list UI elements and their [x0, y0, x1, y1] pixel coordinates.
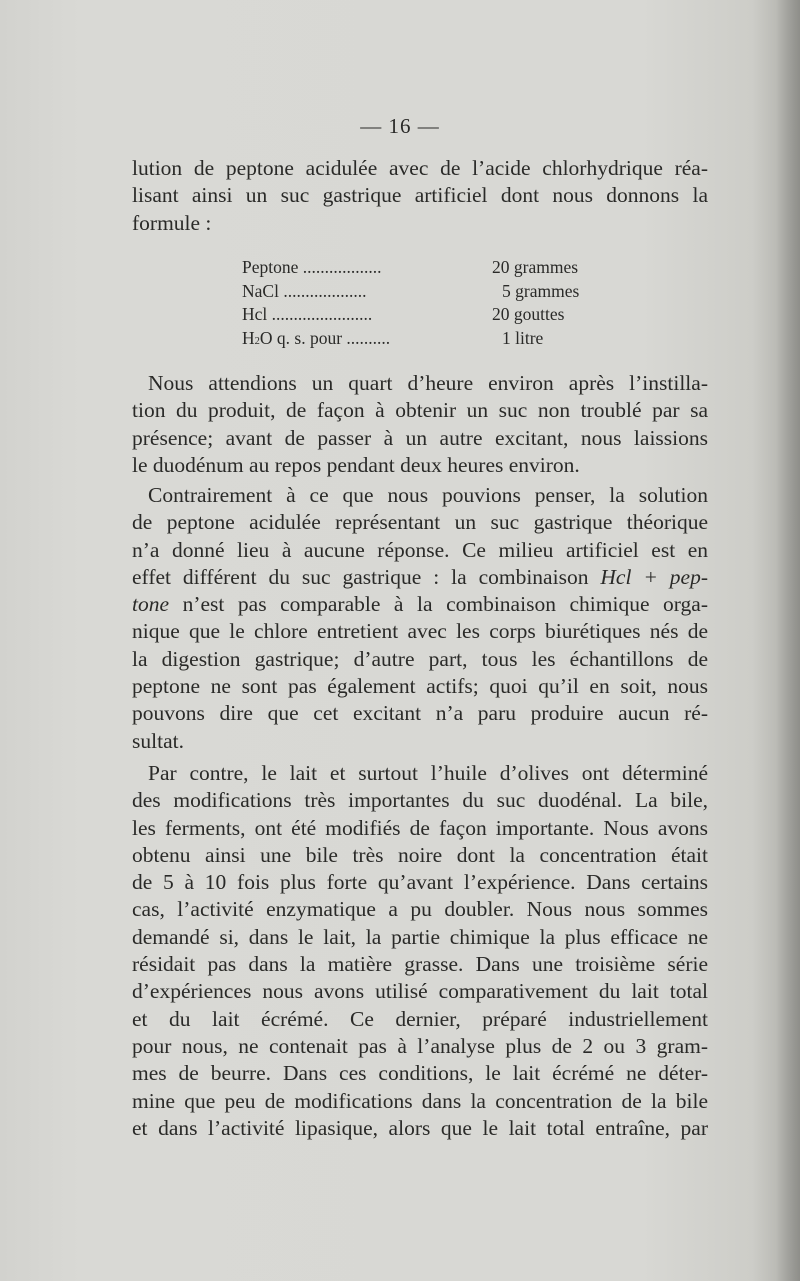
text-line: résidait pas dans la matière grasse. Dans une troisième série [132, 952, 708, 977]
formula-row [242, 280, 622, 304]
leader-dots: ................... [278, 280, 367, 301]
paragraph-1 [132, 370, 708, 479]
formula-quantity: 20 grammes [492, 257, 579, 277]
text-line: mine que peu de modifications dans la concentration de la bile [132, 1088, 708, 1113]
text-line: tion du produit, de façon à obtenir un suc non troublé par sa [132, 398, 708, 423]
text-line: des modifications très importantes du suc duodénal. La bile, [132, 788, 708, 813]
leader-dots: ....................... [267, 304, 373, 324]
formula-table [242, 256, 622, 350]
text-line: lution de peptone acidulée avec de l’acide chlorhydrique réa- [132, 156, 708, 180]
text-line: effet différent du suc gastrique : la combinaison Hcl + pep- [132, 564, 708, 589]
formula-ingredient: $H^2O$ q. s. pour [242, 327, 343, 348]
text-line: et dans l’activité lipasique, alors que le lait total entraîne, par [132, 1115, 708, 1140]
formula-row [242, 303, 622, 327]
formula-row [242, 327, 622, 351]
text-line: pour nous, ne contenait pas à l’analyse plus de 2 ou 3 gram- [132, 1033, 708, 1058]
text-line: formule : [132, 210, 212, 235]
formula-quantity: 5 grammes [502, 280, 580, 301]
text-line: lisant ainsi un suc gastrique artificiel dont nous donnons la [132, 183, 708, 208]
text-line: Contrairement à ce que nous pouvions penser, la solution [148, 483, 708, 507]
leader-dots: .......... [342, 327, 391, 348]
formula-ingredient: Peptone [242, 257, 299, 277]
text-line: de 5 à 10 fois plus forte qu’avant l’expérience. Dans certains [132, 870, 708, 895]
page-shadow-edge [776, 0, 800, 1281]
intro-paragraph [132, 155, 708, 237]
text-line: obtenu ainsi une bile très noire dont la concentration était [132, 842, 708, 867]
text-line: les ferments, ont été modifiés de façon importante. Nous avons [132, 815, 708, 840]
text-line: tone n’est pas comparable à la combinaison chimique orga- [132, 592, 708, 617]
formula-quantity: 1 litre [502, 327, 544, 348]
text-line: peptone ne sont pas également actifs; quoi qu’il en soit, nous [132, 674, 708, 699]
text-line: n’a donné lieu à aucune réponse. Ce milieu artificiel est en [132, 537, 708, 562]
formula-italic: Hcl + pep- [600, 564, 708, 589]
text-line: nique que le chlore entretient avec les corps biurétiques nés de [132, 619, 708, 644]
formula-ingredient: NaCl [242, 280, 279, 301]
text-line: présence; avant de passer à un autre excitant, nous laissions [132, 425, 708, 450]
page-number: — 16 — [360, 114, 440, 138]
text-line: Nous attendions un quart d’heure environ après l’instilla- [148, 371, 708, 395]
formula-ingredient: Hcl [242, 304, 268, 324]
formula-quantity: 20 gouttes [492, 304, 565, 324]
text-line: cas, l’activité enzymatique a pu doubler. Nous nous sommes [132, 897, 708, 922]
text-line: d’expériences nous avons utilisé comparativement du lait total [132, 979, 708, 1004]
leader-dots: .................. [298, 257, 382, 277]
paragraph-3 [132, 760, 708, 1142]
text-line: de peptone acidulée représentant un suc gastrique théorique [132, 510, 708, 535]
paragraph-2 [132, 482, 708, 755]
text-line: le duodénum au repos pendant deux heures environ. [132, 452, 580, 477]
text-line: demandé si, dans le lait, la partie chimique la plus efficace ne [132, 924, 708, 949]
text-line: et du lait écrémé. Ce dernier, préparé industriellement [132, 1006, 708, 1031]
text-line: pouvons dire que cet excitant n’a paru produire aucun ré- [132, 701, 708, 726]
text-line: la digestion gastrique; d’autre part, tous les échantillons de [132, 646, 708, 671]
formula-row [242, 256, 622, 280]
text-line: mes de beurre. Dans ces conditions, le lait écrémé ne déter- [132, 1061, 708, 1086]
text-line: Par contre, le lait et surtout l’huile d’olives ont déterminé [148, 761, 708, 785]
text-line: sultat. [132, 728, 184, 753]
formula-italic: tone [132, 592, 170, 617]
